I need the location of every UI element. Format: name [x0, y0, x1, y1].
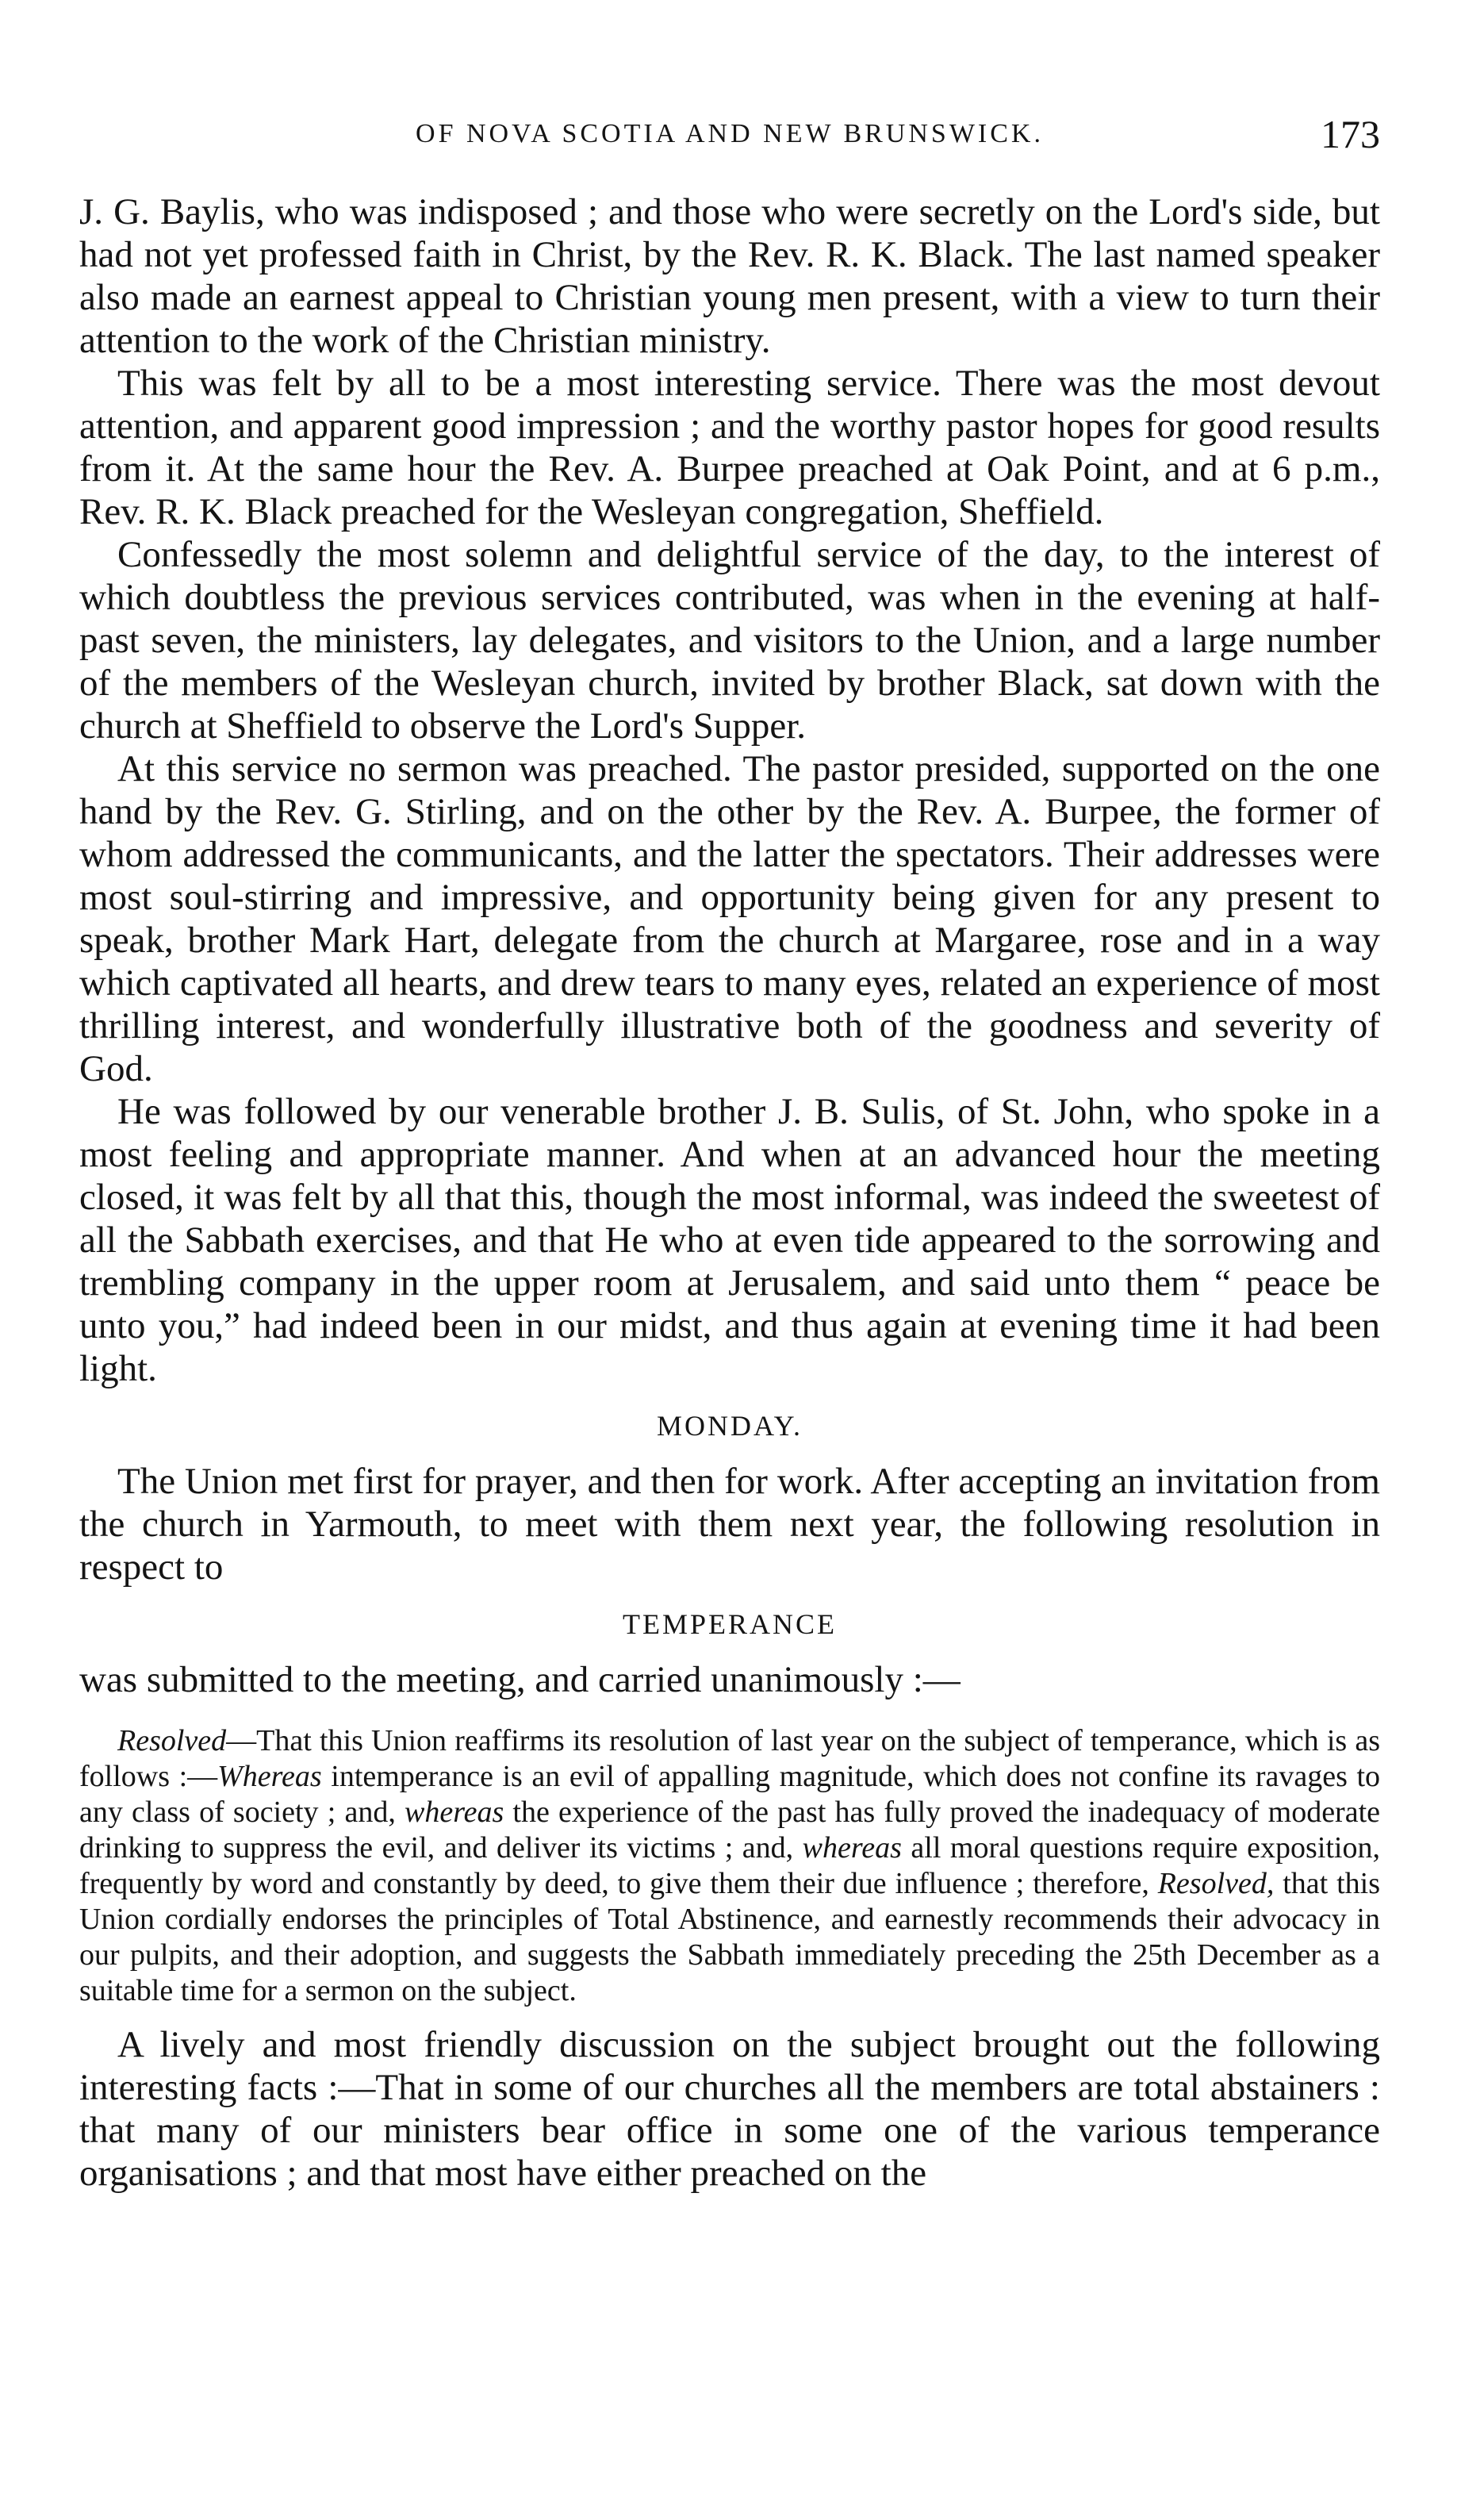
paragraph-sulis: He was followed by our venerable brother J. B. Sulis, of St. John, who spoke in a most feeling and appropriate manner. And when at an advanced hour the meeting closed, it was felt by all that this, though the most informal, was indeed the sweetest of all the Sabbath exercises, and that He who at even tide appeared to the sorrowing and trembling company in the upper room at Jerusalem, and said unto them “ peace be unto you,” had indeed been in our midst, and thus again at evening time it had been light.: [79, 1091, 1380, 1389]
resolved-word: Resolved,: [1157, 1867, 1275, 1900]
paragraph-lords-supper: Confessedly the most solemn and delightful service of the day, to the interest of which doubtless the previous services contributed, was when in the evening at half-past seven, the ministers, lay delegates, and visitors to the Union, and a large number of the members of the Wesleyan church, invited by brother Black, sat down with the church at Sheffield to observe the Lord's Supper.: [79, 534, 1380, 747]
running-header: [79, 111, 1380, 167]
resolution-text-5: that this Union cordially endorses the principles of Total Abstinence, and earnestly recommends their advocacy in our pulpits, and their adoption, and suggests the Sabbath immediately preceding the 25th December as a suitable time for a sermon on the subject.: [79, 1867, 1380, 2007]
resolution-text-4: all moral questions require exposition, frequently by word and constantly by deed, to give them their due influence ; therefore,: [79, 1831, 1380, 1900]
whereas-word: whereas: [802, 1831, 902, 1865]
page-number: 173: [1321, 112, 1380, 156]
paragraph-interesting-service: This was felt by all to be a most interesting service. There was the most devout attention, and apparent good impression ; and the worthy pastor hopes for good results from it. At the same hour the Rev. A. Burpee preached at Oak Point, and at 6 p.m., Rev. R. K. Black preached for the Wesleyan congregation, Sheffield.: [79, 363, 1380, 532]
whereas-word: Whereas: [217, 1760, 322, 1793]
resolution-text-1: —That this Union reaffirms its resolution of last year on the subject of temperance, which is as follows :—: [79, 1724, 1380, 1793]
resolution-text-3: the experience of the past has fully proved the inadequacy of moderate drinking to suppress the evil, and deliver its victims ; and,: [79, 1796, 1381, 1865]
document-page: [79, 111, 1380, 2195]
section-heading-temperance: TEMPERANCE: [622, 1608, 837, 1640]
section-heading-monday: MONDAY.: [656, 1410, 803, 1442]
running-title: OF NOVA SCOTIA AND NEW BRUNSWICK.: [416, 119, 1044, 148]
whereas-word: whereas: [405, 1796, 504, 1829]
paragraph-union-met: The Union met first for prayer, and then for work. After accepting an invitation from the church in Yarmouth, to meet with them next year, the following resolution in respect to: [79, 1461, 1380, 1588]
resolved-word: Resolved: [117, 1724, 227, 1757]
paragraph-no-sermon: At this service no sermon was preached. The pastor presided, supported on the one hand by the Rev. G. Stirling, and on the other by the Rev. A. Burpee, the former of whom addressed the communicants, and the latter the spectators. Their addresses were most soul-stirring and impressive, and opportunity being given for any present to speak, brother Mark Hart, delegate from the church at Margaree, rose and in a way which captivated all hearts, and drew tears to many eyes, related an experience of most thrilling interest, and wonderfully illustrative both of the goodness and severity of God.: [79, 748, 1380, 1089]
resolution-text-2: intemperance is an evil of appalling magnitude, which does not confine its ravages to any class of society ; and,: [79, 1760, 1381, 1829]
paragraph-lively-discussion: A lively and most friendly discussion on the subject brought out the following interesting facts :—That in some of our churches all the members are total abstainers : that many of our ministers bear office in some one of the various temperance organisations ; and that most have either preached on the: [79, 2024, 1380, 2194]
temperance-resolution: [79, 1723, 1380, 2009]
paragraph-baylis: J. G. Baylis, who was indisposed ; and those who were secretly on the Lord's side, but had not yet professed faith in Christ, by the Rev. R. K. Black. The last named speaker also made an earnest appeal to Christian young men present, with a view to turn their attention to the work of the Christian ministry.: [79, 191, 1380, 361]
paragraph-submitted: was submitted to the meeting, and carried unanimously :—: [79, 1659, 961, 1700]
